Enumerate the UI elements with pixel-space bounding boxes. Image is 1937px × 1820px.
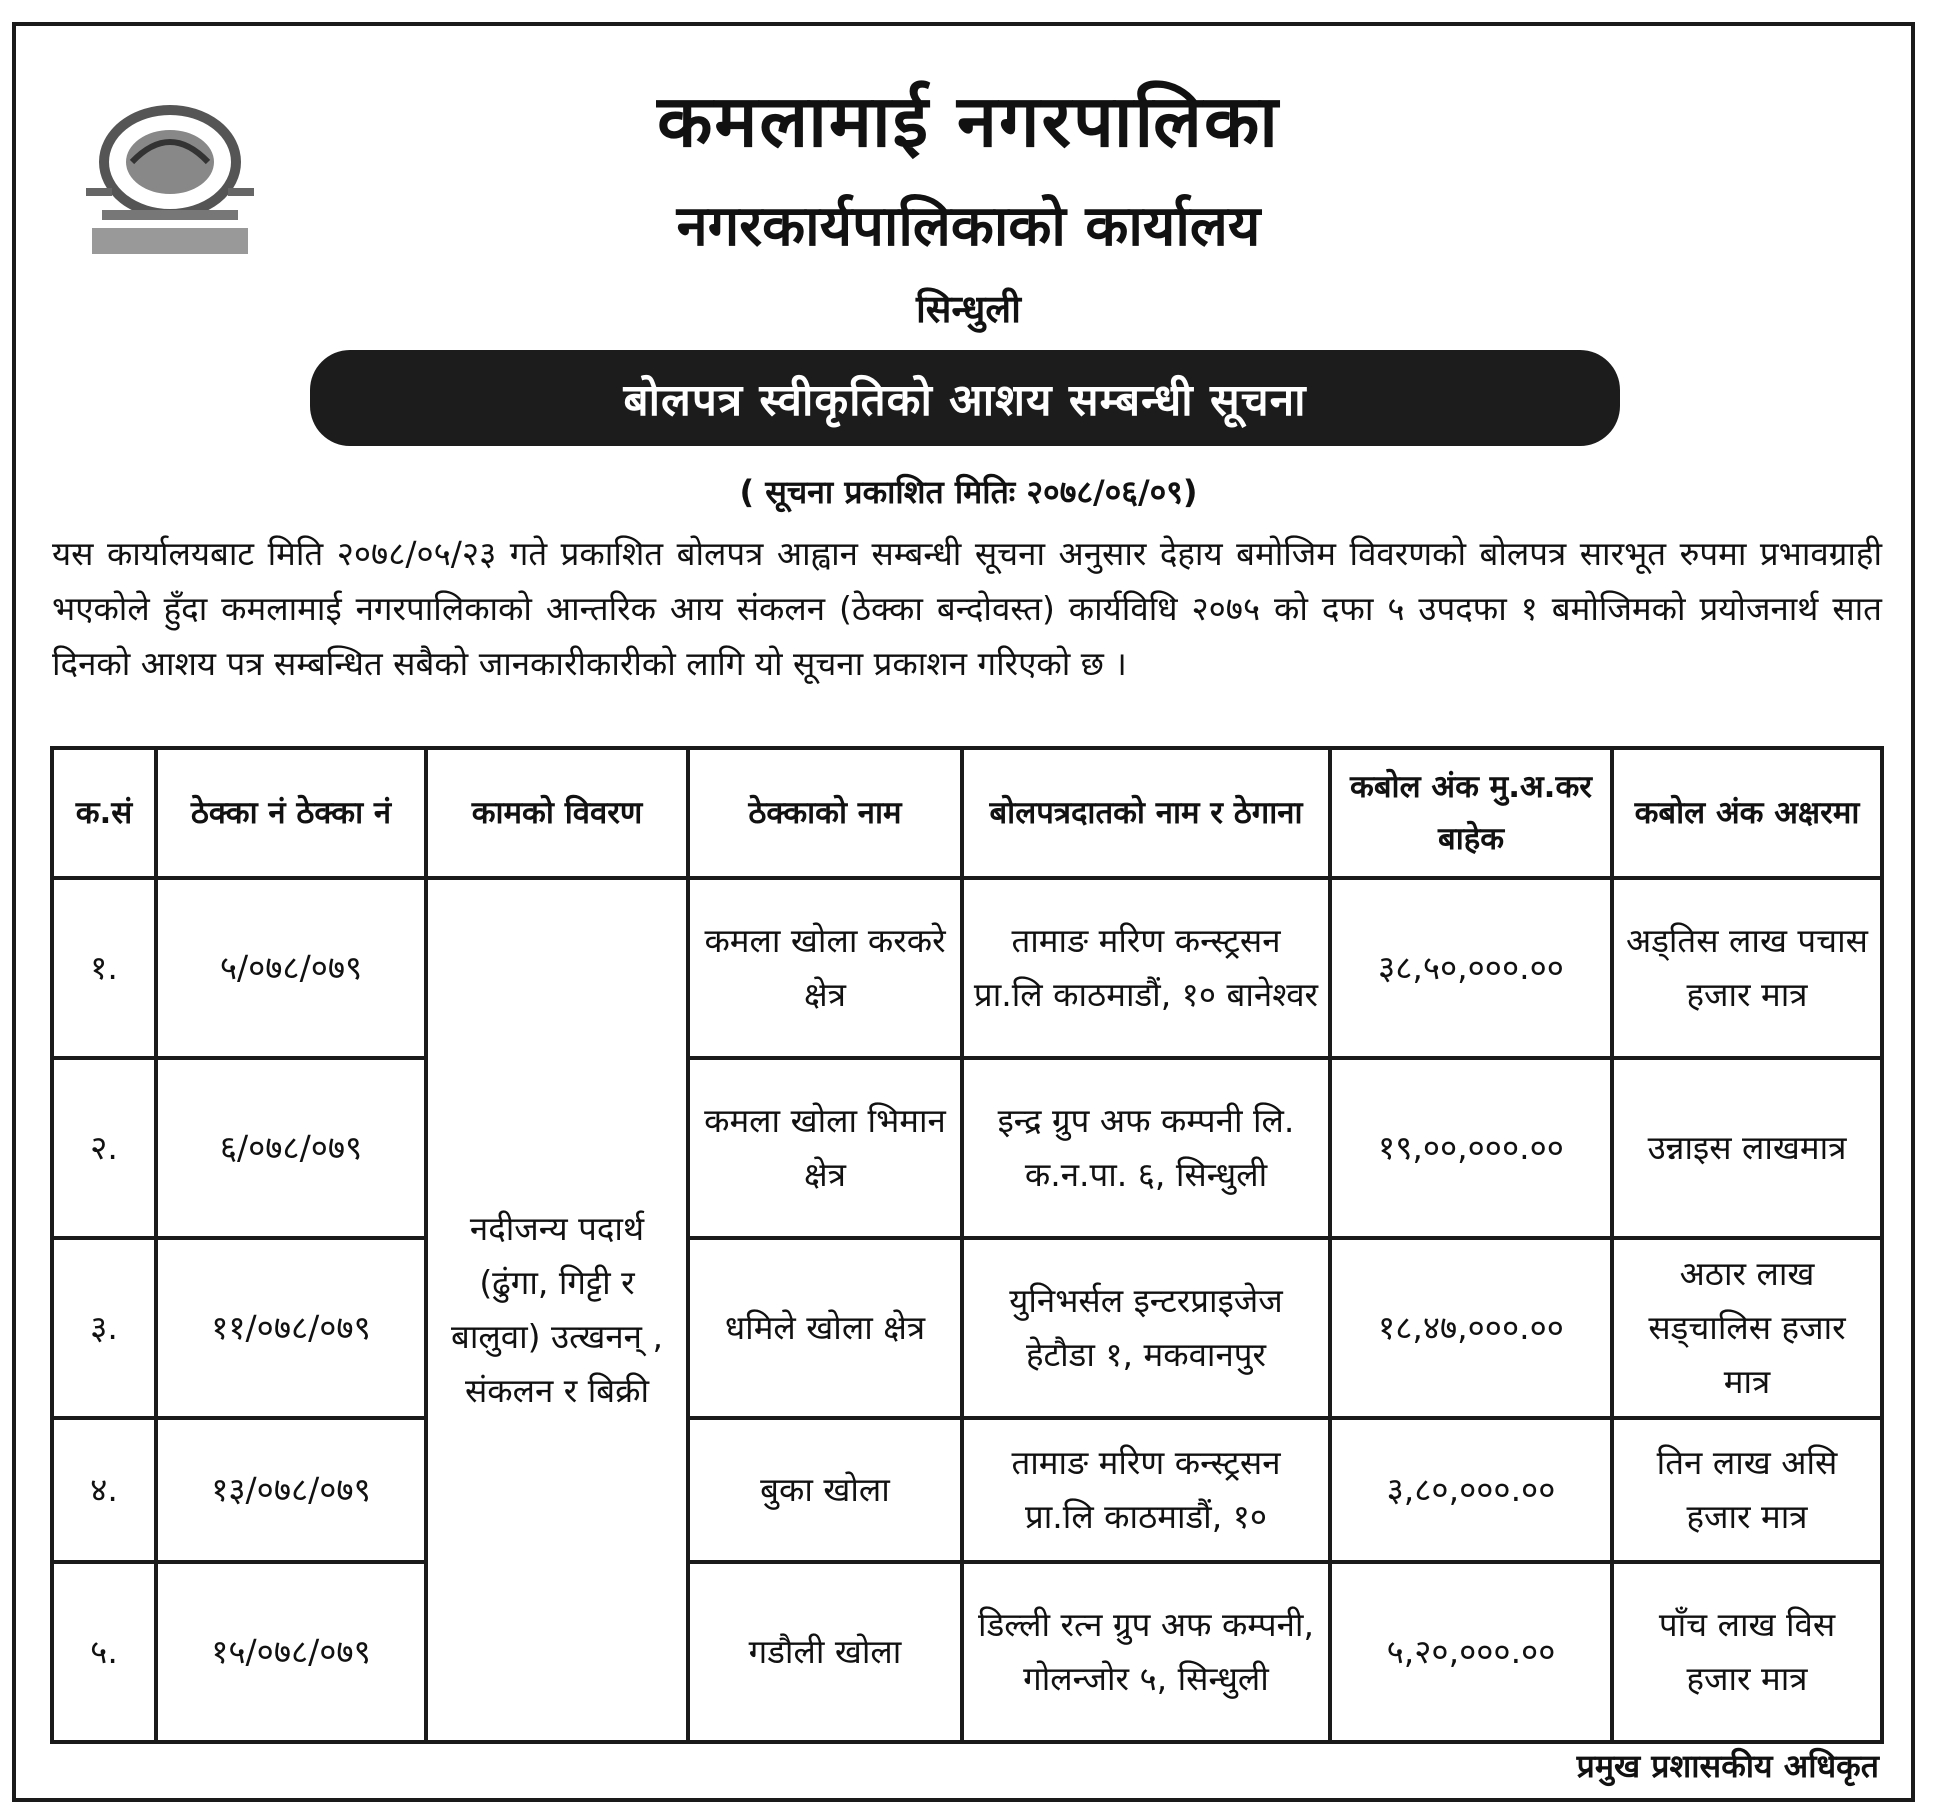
cell-sn: ३. (52, 1238, 156, 1418)
notice-title-banner (310, 350, 1620, 446)
cell-contract-name: कमला खोला भिमान क्षेत्र (688, 1058, 962, 1238)
cell-contract-no: ११/०७८/०७९ (156, 1238, 426, 1418)
cell-contract-no: ५/०७८/०७९ (156, 878, 426, 1058)
cell-amount: १८,४७,०००.०० (1330, 1238, 1612, 1418)
table-row (52, 878, 1882, 1058)
cell-sn: ४. (52, 1418, 156, 1562)
col-header-amount-words: कबोल अंक अक्षरमा (1612, 748, 1882, 878)
cell-amount-words: उन्नाइस लाखमात्र (1612, 1058, 1882, 1238)
cell-sn: १. (52, 878, 156, 1058)
cell-amount-words: अठार लाख सड्चालिस हजार मात्र (1612, 1238, 1882, 1418)
cell-bidder: तामाङ मरिण कन्स्ट्रसन प्रा.लि काठमाडौं, १० (962, 1418, 1330, 1562)
signatory-title: प्रमुख प्रशासकीय अधिकृत (1576, 1747, 1879, 1785)
cell-contract-no: १५/०७८/०७९ (156, 1562, 426, 1742)
office-name: नगरकार्यपालिकाको कार्यालय (676, 194, 1261, 259)
table-row (52, 1562, 1882, 1742)
cell-contract-name: धमिले खोला क्षेत्र (688, 1238, 962, 1418)
cell-sn: २. (52, 1058, 156, 1238)
cell-contract-name: गडौली खोला (688, 1562, 962, 1742)
col-header-amount: कबोल अंक मु.अ.कर बाहेक (1330, 748, 1612, 878)
table-row (52, 1418, 1882, 1562)
table-header-row (52, 748, 1882, 878)
cell-amount-words: अड्तिस लाख पचास हजार मात्र (1612, 878, 1882, 1058)
district-name: सिन्धुली (915, 287, 1022, 331)
cell-amount: १९,००,०००.०० (1330, 1058, 1612, 1238)
publication-date: ( सूचना प्रकाशित मितिः २०७८/०६/०९) (739, 473, 1198, 511)
cell-bidder: तामाङ मरिण कन्स्ट्रसन प्रा.लि काठमाडौं, १० बानेश्वर (962, 878, 1330, 1058)
cell-amount-words: पाँच लाख विस हजार मात्र (1612, 1562, 1882, 1742)
notice-title: बोलपत्र स्वीकृतिको आशय सम्बन्धी सूचना (623, 375, 1307, 426)
col-header-work-description: कामको विवरण (426, 748, 688, 878)
cell-amount: ३८,५०,०००.०० (1330, 878, 1612, 1058)
cell-bidder: इन्द्र ग्रुप अफ कम्पनी लि. क.न.पा. ६, सिन्धुली (962, 1058, 1330, 1238)
cell-contract-name: बुका खोला (688, 1418, 962, 1562)
table-row (52, 1058, 1882, 1238)
cell-bidder: युनिभर्सल इन्टरप्राइजेज हेटौडा १, मकवानपुर (962, 1238, 1330, 1418)
cell-work-description: नदीजन्य पदार्थ (ढुंगा, गिट्टी र बालुवा) उत्खनन् , संकलन र बिक्री (426, 878, 688, 1742)
cell-contract-no: १३/०७८/०७९ (156, 1418, 426, 1562)
cell-sn: ५. (52, 1562, 156, 1742)
municipality-name: कमलामाई नगरपालिका (657, 79, 1280, 163)
cell-amount: ५,२०,०००.०० (1330, 1562, 1612, 1742)
col-header-contract-no: ठेक्का नं ठेक्का नं (156, 748, 426, 878)
cell-amount-words: तिन लाख असि हजार मात्र (1612, 1418, 1882, 1562)
cell-amount: ३,८०,०००.०० (1330, 1418, 1612, 1562)
notice-body-text: यस कार्यालयबाट मिति २०७८/०५/२३ गते प्रकाशित बोलपत्र आह्वान सम्बन्धी सूचना अनुसार देहाय बमोजिम विवरणको बोलपत्र सारभूत रुपमा प्रभावग्राही भएकोले हुँदा कमलामाई नगरपालिकाको आन्तरिक आय संकलन (ठेक्का बन्दोवस्त) कार्यविधि २०७५ को दफा ५ उपदफा १ बमोजिमको प्रयोजनार्थ सात दिनको आशय पत्र सम्बन्धित सबैको जानकारीकारीको लागि यो सूचना प्रकाशन गरिएको छ । (52, 534, 1882, 683)
col-header-contract-name: ठेक्काको नाम (688, 748, 962, 878)
contracts-table (50, 746, 1884, 1744)
cell-contract-name: कमला खोला करकरे क्षेत्र (688, 878, 962, 1058)
table-row (52, 1238, 1882, 1418)
cell-bidder: डिल्ली रत्न ग्रुप अफ कम्पनी, गोलन्जोर ५, सिन्धुली (962, 1562, 1330, 1742)
cell-contract-no: ६/०७८/०७९ (156, 1058, 426, 1238)
col-header-sn: क.सं (52, 748, 156, 878)
col-header-bidder: बोलपत्रदातको नाम र ठेगाना (962, 748, 1330, 878)
